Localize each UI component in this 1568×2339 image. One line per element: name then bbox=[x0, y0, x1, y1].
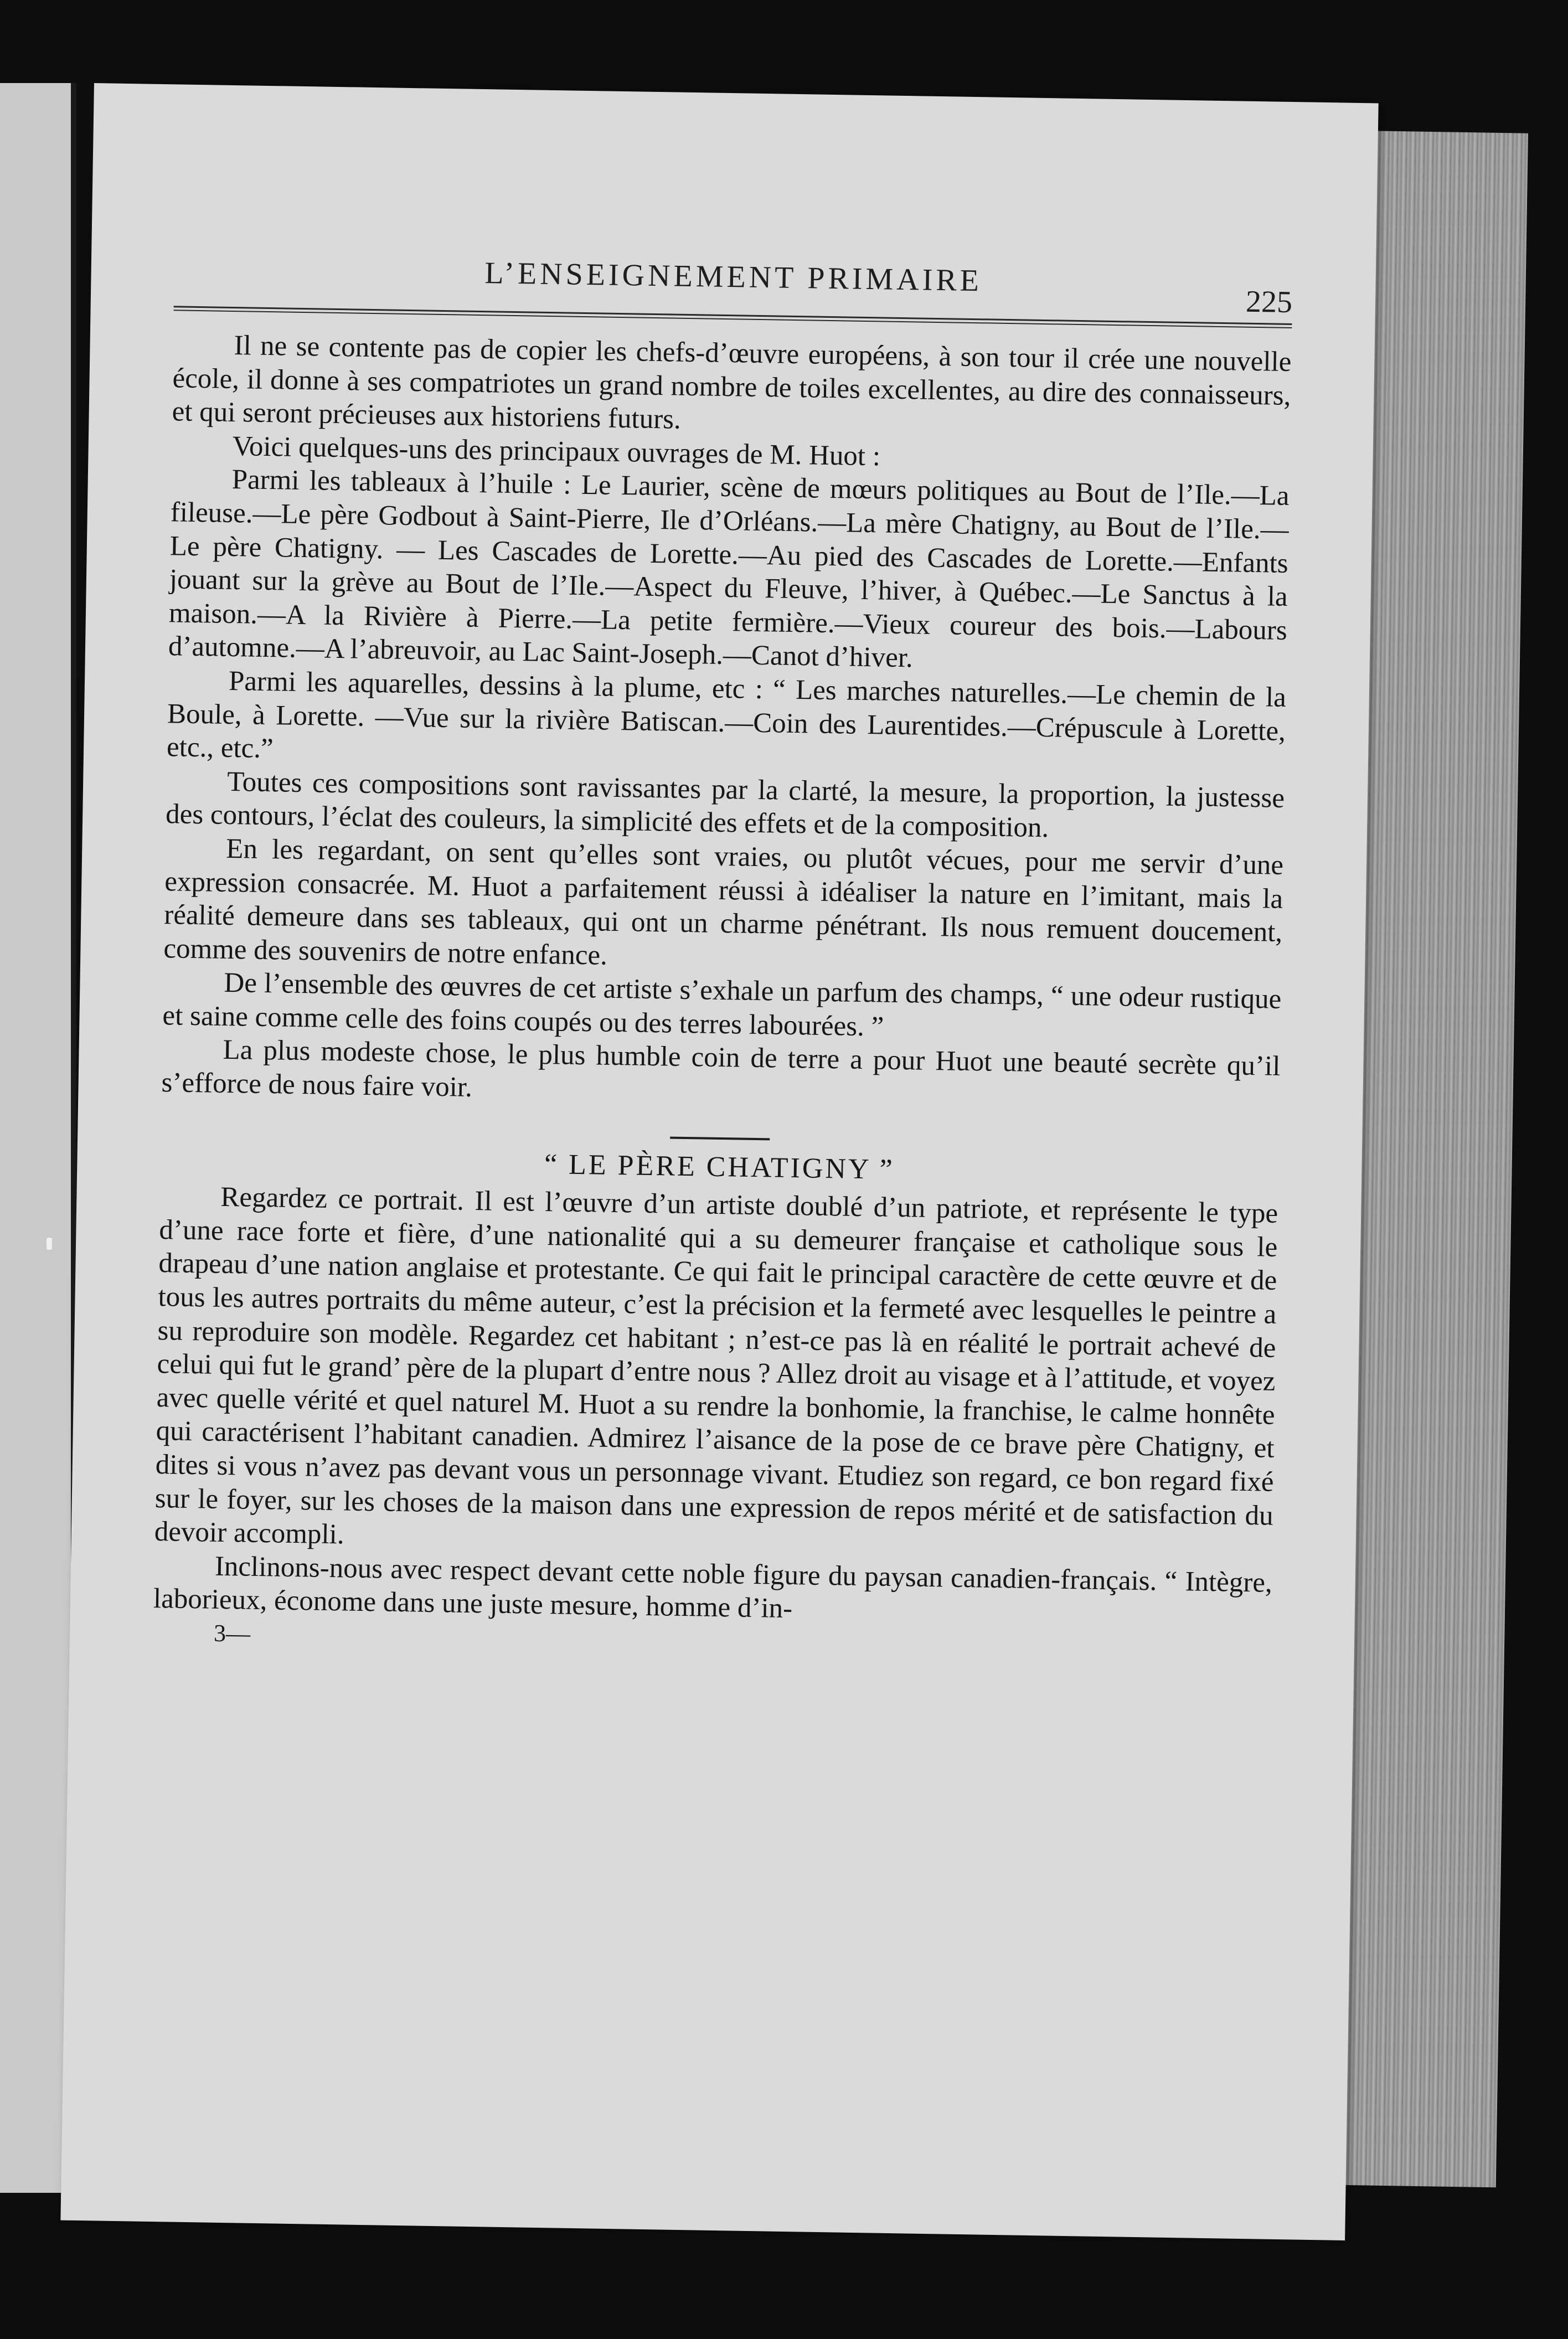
facing-page-edge bbox=[0, 83, 76, 2193]
paragraph: De l’ensemble des œuvres de cet artiste s’exhale un parfum des champs, “ une odeur rustique et saine comme celle des foins coupés ou des terres labourées. ” bbox=[162, 967, 1282, 1043]
section-separator bbox=[670, 1136, 770, 1140]
paragraph: Parmi les aquarelles, dessins à la plume, etc : “ Les marches naturelles.—Le chemin de la Boule, à Lorette. —Vue sur la rivière Batiscan.—Coin des Laurentides.—Crépuscule à Lorette, etc., etc.” bbox=[166, 665, 1287, 765]
paragraph: Toutes ces compositions sont ravissantes par la clarté, la mesure, la proportion, la justesse des contours, l’éclat des couleurs, la simplicité des effets et de la composition. bbox=[165, 766, 1285, 844]
book-page bbox=[60, 83, 1378, 2240]
paragraph: Inclinons-nous avec respect devant cette noble figure du paysan canadien-français. “ Intègre, laborieux, économe dans une juste mesure, homme d’in- bbox=[153, 1550, 1273, 1625]
section-title: “ LE PÈRE CHATIGNY ” bbox=[544, 1148, 895, 1186]
page-body bbox=[153, 328, 1292, 1667]
paragraph: Voici quelques-uns des principaux ouvrages de M. Huot : bbox=[232, 430, 881, 472]
running-head: L’ENSEIGNEMENT PRIMAIRE bbox=[484, 256, 983, 298]
paragraph: Regardez ce portrait. Il est l’œuvre d’un artiste doublé d’un patriote, et représente le type d’une race forte et fière, d’une nationalité qui a su demeurer française et catholique sous le drapeau d’une nation anglaise et protestante. Ce qui fait le principal caractère de cette œuvre et de tous les autres portraits du même auteur, c’est la précision et la fermeté avec lesquelles le peintre a su reproduire son modèle. Regardez cet habitant ; n’est-ce pas là en réalité le portrait achevé de celui qui fut le grand’ père de la plupart d’entre nous ? Allez droit au visage et à l’attitude, et voyez avec quelle vérité et quel naturel M. Huot a su rendre la bonhomie, la franchise, le calme honnête qui caractérisent l’habitant canadien. Admirez l’aisance de la pose de ce brave père Chatigny, et dites si vous n’avez pas devant vous un personnage vivant. Etudiez son regard, ce bon regard fixé sur le foyer, sur les choses de la maison dans une expression de repos mérité et de satisfaction du devoir accompli. bbox=[154, 1182, 1278, 1550]
page-number: 225 bbox=[1245, 284, 1293, 320]
paragraph: La plus modeste chose, le plus humble coin de terre a pour Huot une beauté secrète qu’il s’efforce de nous faire voir. bbox=[161, 1034, 1281, 1104]
paragraph: Il ne se contente pas de copier les chefs-d’œuvre européens, à son tour il crée une nouvelle école, il donne à ses compatriotes un grand nombre de toiles excellentes, au dire des connaisseurs, et qui seront précieuses aux historiens futurs. bbox=[172, 330, 1292, 435]
paragraph: Parmi les tableaux à l’huile : Le Laurier, scène de mœurs politiques au Bout de l’Ile.—La fileuse.—Le père Godbout à Saint-Pierre, Ile d’Orléans.—La mère Chatigny, au Bout de l’Ile.—Le père Chatigny. — Les Cascades de Lorette.—Au pied des Cascades de Lorette.—Enfants jouant sur la grève au Bout de l’Ile.—Aspect du Fleuve, l’hiver, à Québec.—Le Sanctus à la maison.—A la Rivière à Pierre.—La petite fermière.—Vieux coureur des bois.—Labours d’automne.—A l’abreuvoir, au Lac Saint-Joseph.—Canot d’hiver. bbox=[168, 464, 1290, 674]
page-edge-mark bbox=[47, 1238, 52, 1250]
signature-mark: 3— bbox=[213, 1619, 251, 1647]
paragraph: En les regardant, on sent qu’elles sont vraies, ou plutôt vécues, pour me servir d’une expression consacrée. M. Huot a parfaitement réussi à idéaliser la nature en l’imitant, mais la réalité demeure dans ses tableaux, qui ont un charme pénétrant. Ils nous remuent doucement, comme des souvenirs de notre enfance. bbox=[163, 833, 1284, 971]
